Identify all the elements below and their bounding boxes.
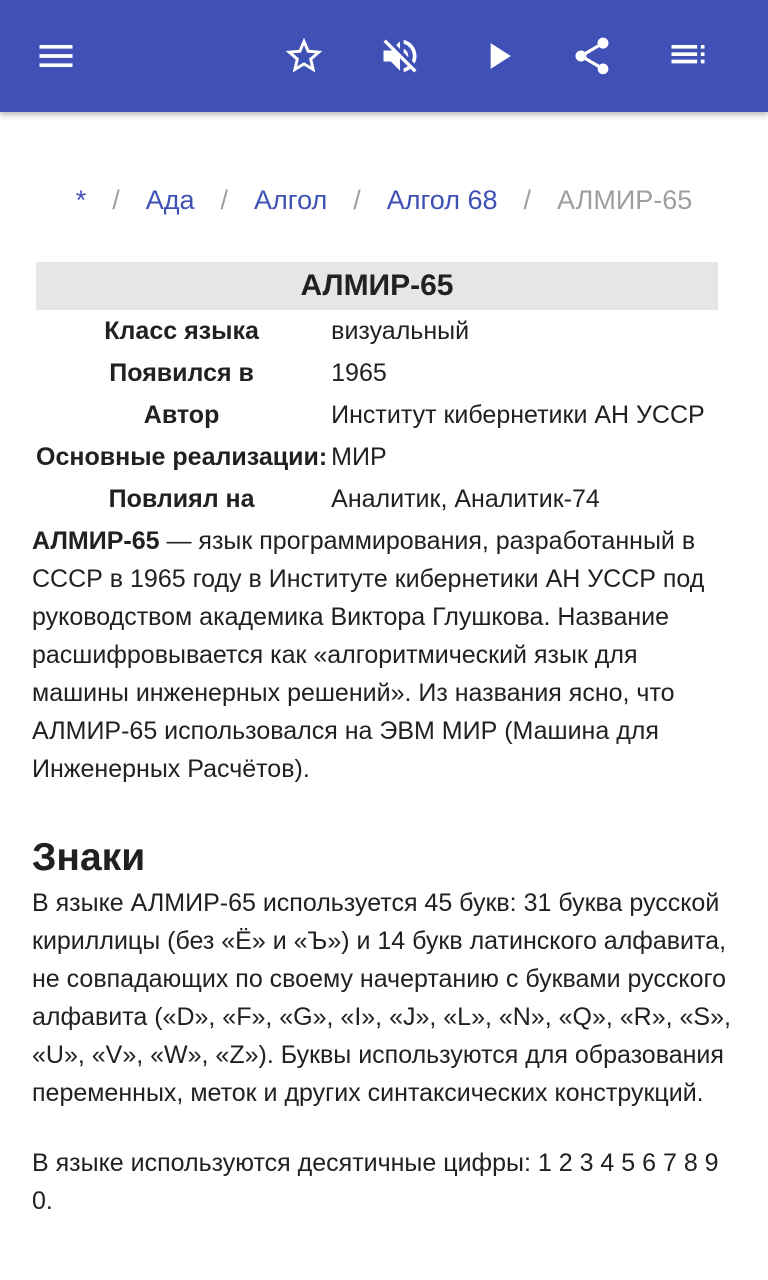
section-paragraph: В языке используются десятичные цифры: 1 2 3 4 5 6 7 8 9 0. [32, 1149, 719, 1215]
infobox-value: 1965 [331, 358, 387, 387]
play-button[interactable] [470, 28, 526, 84]
breadcrumb-link-algol[interactable]: Алгол [254, 184, 328, 215]
section-heading: Знаки [32, 836, 146, 879]
menu-icon [34, 34, 78, 78]
infobox-row [36, 394, 718, 436]
infobox-row [36, 436, 718, 478]
list-settings-icon [666, 34, 710, 78]
infobox-value: МИР [331, 442, 387, 471]
app-toolbar [0, 0, 768, 112]
breadcrumb-link-algol-68[interactable]: Алгол 68 [386, 184, 498, 215]
intro-paragraph [32, 522, 738, 788]
menu-button[interactable] [28, 28, 84, 84]
infobox-row [36, 478, 718, 520]
breadcrumb-link-ada[interactable]: Ада [145, 184, 195, 215]
infobox-key: Повлиял на [108, 484, 255, 513]
infobox-title: АЛМИР-65 [36, 262, 718, 310]
infobox-key: Основные реализации: [36, 442, 328, 471]
intro-text: — язык программирования, разработанный в СССР в 1965 году в Институте кибернетики АН УССР под руководством академика Виктора Глушкова. Название расшифровывается как «алгоритмический язык для машины инженерных решений». Из названия ясно, что АЛМИР-65 использовался на ЭВМ МИР (Машина для Инженерных Расчётов). [32, 527, 705, 783]
breadcrumb-current: АЛМИР-65 [557, 184, 693, 215]
breadcrumb-separator: / [523, 184, 532, 215]
breadcrumb-separator: / [220, 184, 229, 215]
intro-term: АЛМИР-65 [32, 527, 160, 555]
infobox-value: Институт кибернетики АН УССР [331, 400, 705, 429]
article-body [32, 522, 738, 1220]
section-paragraph: В языке АЛМИР-65 используется 45 букв: 31 буква русской кириллицы (без «Ё» и «Ъ») и 14 букв латинского алфавита, не совпадающих по своему начертанию с буквами русского алфавита («D», «F», «G», «I», «J», «L», «N», «Q», «R», «S», «U», «V», «W», «Z»). Буквы используются для образования переменных, меток и других синтаксических конструкций. [32, 889, 731, 1107]
infobox-value: Аналитик, Аналитик-74 [331, 484, 600, 513]
mute-button[interactable] [372, 28, 428, 84]
breadcrumb-separator: / [112, 184, 120, 215]
infobox-row [36, 352, 718, 394]
infobox [36, 262, 718, 520]
infobox-table [36, 310, 718, 520]
share-icon [570, 34, 614, 78]
volume-off-icon [378, 34, 422, 78]
breadcrumb [0, 178, 768, 222]
star-outline-icon [282, 34, 326, 78]
infobox-key: Автор [143, 400, 220, 429]
infobox-value: визуальный [331, 316, 470, 345]
bookmark-button[interactable] [276, 28, 332, 84]
infobox-key: Класс языка [104, 316, 259, 345]
contents-button[interactable] [660, 28, 716, 84]
breadcrumb-separator: / [353, 184, 361, 215]
infobox-row [36, 310, 718, 352]
share-button[interactable] [564, 28, 620, 84]
breadcrumb-link-root[interactable]: * [75, 184, 87, 215]
infobox-key: Появился в [109, 358, 254, 387]
play-icon [476, 34, 520, 78]
